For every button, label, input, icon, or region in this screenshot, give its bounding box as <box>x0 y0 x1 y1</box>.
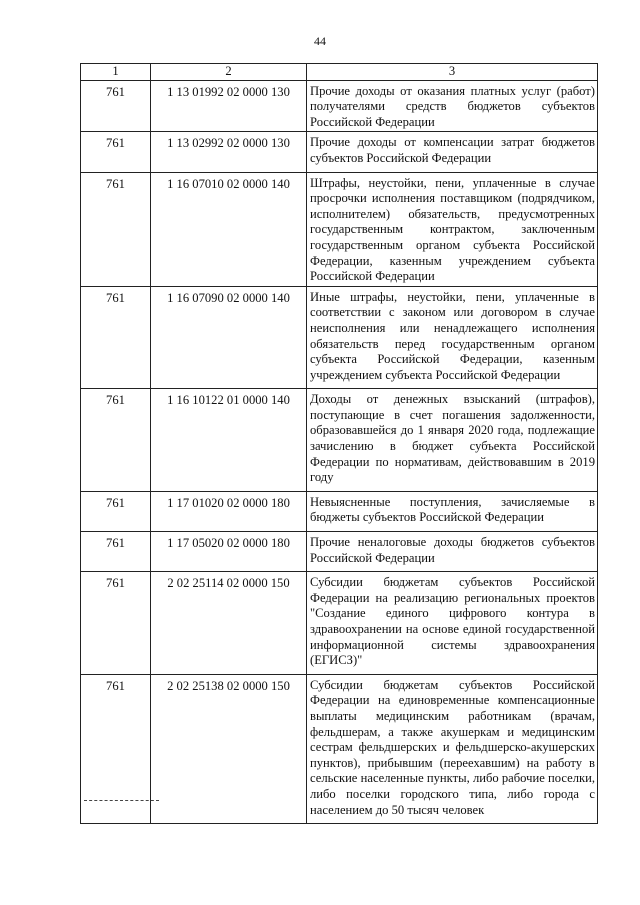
column-header-2: 2 <box>151 64 307 81</box>
revenue-code-cell: 2 02 25114 02 0000 150 <box>151 572 307 675</box>
revenue-description-cell: Прочие доходы от оказания платных услуг (работ) получателями средств бюджетов субъектов Российской Федерации <box>307 80 598 132</box>
table-row <box>81 674 598 823</box>
revenue-description-cell: Штрафы, неустойки, пени, уплаченные в случае просрочки исполнения поставщиком (подрядчиком, исполнителем) обязательств, предусмотренных государственным контрактом, заключенным государственным органом субъекта Российской Федерации, казенным учреждением субъекта Российской Федерации <box>307 172 598 286</box>
revenue-code-cell: 2 02 25138 02 0000 150 <box>151 674 307 823</box>
admin-code-cell: 761 <box>81 674 151 823</box>
table-row <box>81 491 598 531</box>
admin-code-cell: 761 <box>81 389 151 492</box>
revenue-description-cell: Субсидии бюджетам субъектов Российской Федерации на реализацию региональных проектов "Создание единого цифрового контура в здравоохранении на основе единой государственной информационной системы здравоохранения (ЕГИСЗ)" <box>307 572 598 675</box>
admin-code-cell: 761 <box>81 491 151 531</box>
admin-code-cell: 761 <box>81 532 151 572</box>
revenue-description-cell: Иные штрафы, неустойки, пени, уплаченные в соответствии с законом или договором в случае неисполнения или ненадлежащего исполнения обязательств перед государственным органом субъекта Российской Федерации, казенным учреждением субъекта Российской Федерации <box>307 286 598 389</box>
table-header-row <box>81 64 598 81</box>
revenue-code-cell: 1 16 10122 01 0000 140 <box>151 389 307 492</box>
revenue-description-cell: Субсидии бюджетам субъектов Российской Федерации на единовременные компенсационные выплаты медицинским работникам (врачам, фельдшерам, а также акушеркам и медицинским сестрам фельдшерских и фельдшерско-акушерских пунктов), прибывшим (переехавшим) на работу в сельские населенные пункты, либо рабочие поселки, либо поселки городского типа, либо города с населением до 50 тысяч человек <box>307 674 598 823</box>
table-row <box>81 389 598 492</box>
admin-code-cell: 761 <box>81 80 151 132</box>
revenue-code-cell: 1 13 02992 02 0000 130 <box>151 132 307 172</box>
revenue-code-cell: 1 17 05020 02 0000 180 <box>151 532 307 572</box>
margin-dash-mark <box>84 800 159 801</box>
revenue-description-cell: Доходы от денежных взысканий (штрафов), поступающие в счет погашения задолженности, образовавшейся до 1 января 2020 года, подлежащие зачислению в бюджет субъекта Российской Федерации по нормативам, действовавшим в 2019 году <box>307 389 598 492</box>
admin-code-cell: 761 <box>81 286 151 389</box>
revenue-code-cell: 1 13 01992 02 0000 130 <box>151 80 307 132</box>
revenue-code-cell: 1 16 07010 02 0000 140 <box>151 172 307 286</box>
table-row <box>81 172 598 286</box>
revenue-description-cell: Прочие доходы от компенсации затрат бюджетов субъектов Российской Федерации <box>307 132 598 172</box>
table-row <box>81 80 598 132</box>
page-number: 44 <box>314 34 326 48</box>
table-row <box>81 286 598 389</box>
revenue-description-cell: Прочие неналоговые доходы бюджетов субъектов Российской Федерации <box>307 532 598 572</box>
revenue-code-cell: 1 17 01020 02 0000 180 <box>151 491 307 531</box>
revenue-codes-table <box>80 63 598 824</box>
revenue-code-cell: 1 16 07090 02 0000 140 <box>151 286 307 389</box>
admin-code-cell: 761 <box>81 572 151 675</box>
admin-code-cell: 761 <box>81 172 151 286</box>
table-row <box>81 532 598 572</box>
table-row <box>81 132 598 172</box>
revenue-description-cell: Невыясненные поступления, зачисляемые в бюджеты субъектов Российской Федерации <box>307 491 598 531</box>
column-header-3: 3 <box>307 64 598 81</box>
table-row <box>81 572 598 675</box>
column-header-1: 1 <box>81 64 151 81</box>
admin-code-cell: 761 <box>81 132 151 172</box>
